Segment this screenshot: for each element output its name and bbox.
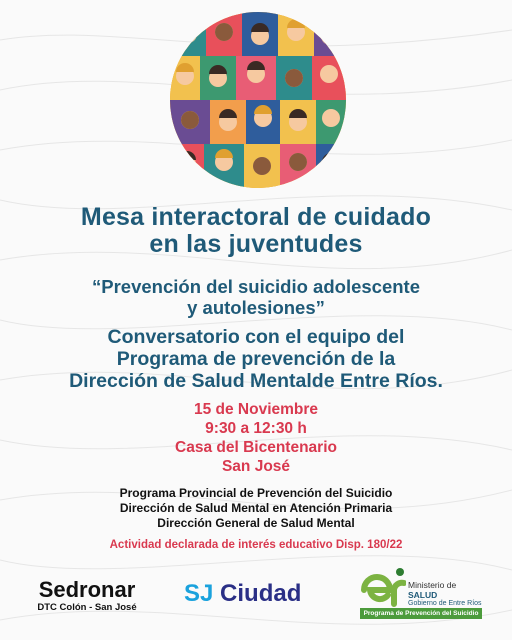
event-details: [0, 400, 512, 476]
organizer-1: Programa Provincial de Prevención del Suicidio: [119, 486, 393, 500]
event-venue: Casa del Bicentenario: [175, 439, 337, 456]
talk-description-line-2: Programa de prevención de la: [116, 348, 396, 370]
organizers: [0, 486, 512, 531]
event-date: 15 de Noviembre: [193, 401, 319, 418]
event-city: San José: [221, 458, 291, 475]
ministry-health-logo: [356, 566, 486, 620]
talk-description: [0, 326, 512, 392]
sedronar-subtitle: DTC Colón - San José: [37, 602, 137, 613]
sedronar-name: Sedronar: [38, 577, 136, 602]
event-subtitle-line-1: “Prevención del suicidio adolescente: [92, 276, 420, 297]
sj-ciudad-ciudad: Ciudad: [220, 580, 302, 607]
event-title-line-1: Mesa interactoral de cuidado: [80, 203, 432, 231]
sj-ciudad-logo: [184, 580, 301, 608]
crowd-illustration: [170, 12, 346, 188]
educational-interest-declaration: Actividad declarada de interés educativo Disp. 180/22: [109, 539, 403, 551]
ministry-line-1: Ministerio de: [408, 580, 457, 590]
event-time: 9:30 a 12:30 h: [205, 420, 307, 437]
event-subtitle: [0, 276, 512, 318]
talk-description-line-3: Dirección de Salud Mentalde Entre Ríos.: [69, 370, 443, 392]
organizer-3: Dirección General de Salud Mental: [157, 516, 355, 530]
event-title-line-2: en las juventudes: [149, 230, 363, 258]
er-emblem-icon: [360, 566, 406, 608]
sedronar-logo: [28, 578, 146, 614]
ministry-line-3: Gobierno de Entre Ríos: [408, 600, 482, 607]
event-subtitle-line-2: y autolesiones”: [187, 297, 325, 318]
ministry-line-2: SALUD: [408, 590, 438, 600]
talk-description-line-1: Conversatorio con el equipo del: [107, 326, 405, 348]
event-title: [0, 204, 512, 258]
sj-ciudad-sj: SJ: [184, 580, 214, 607]
organizer-2: Dirección de Salud Mental en Atención Primaria: [119, 501, 393, 515]
ministry-program-bar: Programa de Prevención del Suicidio: [360, 608, 482, 619]
